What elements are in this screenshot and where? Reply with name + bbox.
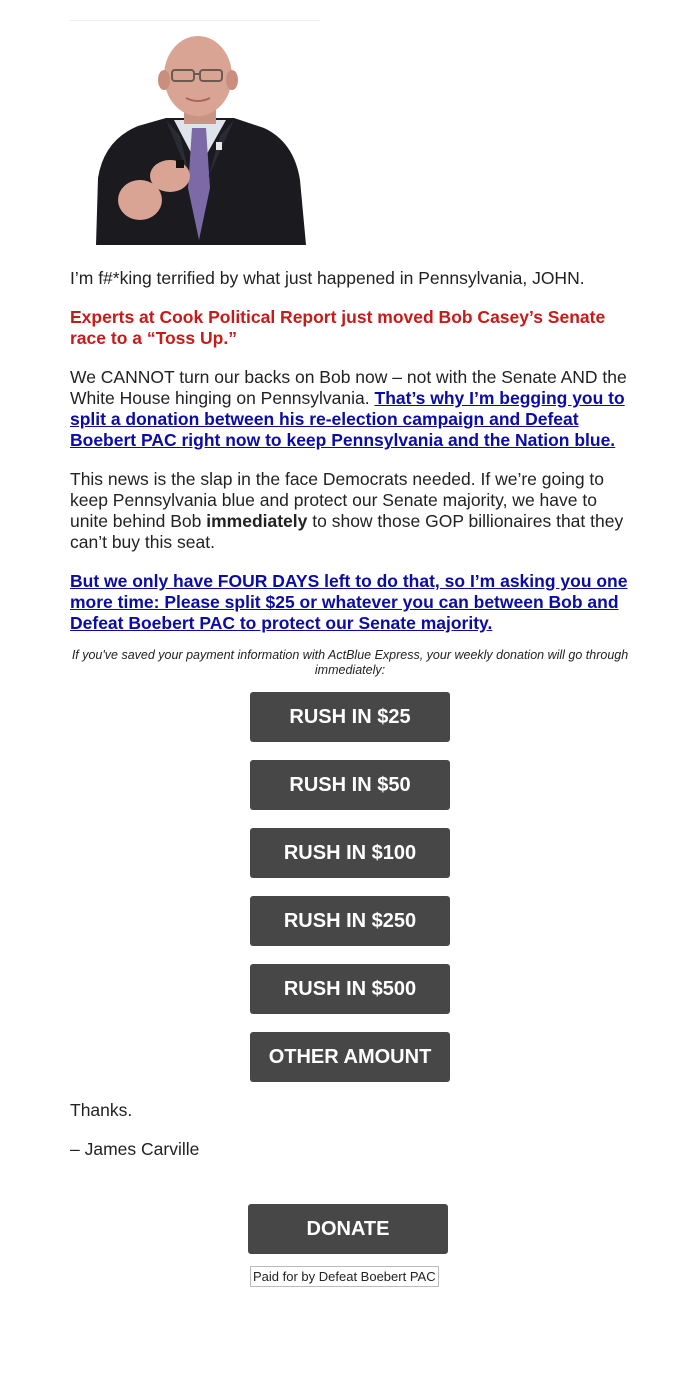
rush-50-button[interactable]: RUSH IN $50 <box>250 760 450 810</box>
donation-appeal-link[interactable]: That’s why I’m begging you to split a donation between his re-election campaign and Defeat Boebert PAC right now to keep Pennsylvania and the Nation blue. <box>70 388 625 450</box>
four-days-link[interactable]: But we only have FOUR DAYS left to do that, so I’m asking you one more time: Please split $25 or whatever you can between Bob and Defeat Boebert PAC to protect our Senate majority. <box>70 571 628 633</box>
headline-alert: Experts at Cook Political Report just moved Bob Casey’s Senate race to a “Toss Up.” <box>70 307 606 348</box>
thanks-text: Thanks. <box>70 1100 133 1120</box>
actblue-express-note: If you've saved your payment information with ActBlue Express, your weekly donation will go through immediately: <box>71 648 629 677</box>
rush-100-button[interactable]: RUSH IN $100 <box>250 828 450 878</box>
rush-25-button[interactable]: RUSH IN $25 <box>250 692 450 742</box>
paid-for-disclaimer: Paid for by Defeat Boebert PAC <box>250 1266 439 1287</box>
other-amount-button[interactable]: OTHER AMOUNT <box>250 1032 450 1082</box>
rush-250-button[interactable]: RUSH IN $250 <box>250 896 450 946</box>
intro-text: I’m f#*king terrified by what just happened in Pennsylvania, JOHN. <box>70 268 585 288</box>
portrait-photo <box>88 28 310 245</box>
email-body <box>70 268 630 1178</box>
paragraph-senate-text: We CANNOT turn our backs on Bob now – not with the Senate AND the White House hinging on Pennsylvania. <box>70 367 627 408</box>
rush-500-button[interactable]: RUSH IN $500 <box>250 964 450 1014</box>
paragraph-news <box>70 469 630 553</box>
emphasis-immediately: immediately <box>206 511 308 531</box>
paragraph-senate <box>70 367 630 451</box>
paragraph-news-text-end: to show those GOP billionaires that they can’t buy this seat. <box>70 511 624 552</box>
donation-buttons <box>70 692 630 1082</box>
donate-button[interactable]: DONATE <box>248 1204 448 1254</box>
top-divider <box>70 20 320 21</box>
paragraph-news-text: This news is the slap in the face Democrats needed. If we’re going to keep Pennsylvania blue and protect our Senate majority, we have to unite behind Bob <box>70 469 605 531</box>
paragraph-cta <box>70 571 630 634</box>
signature: – James Carville <box>70 1139 200 1159</box>
